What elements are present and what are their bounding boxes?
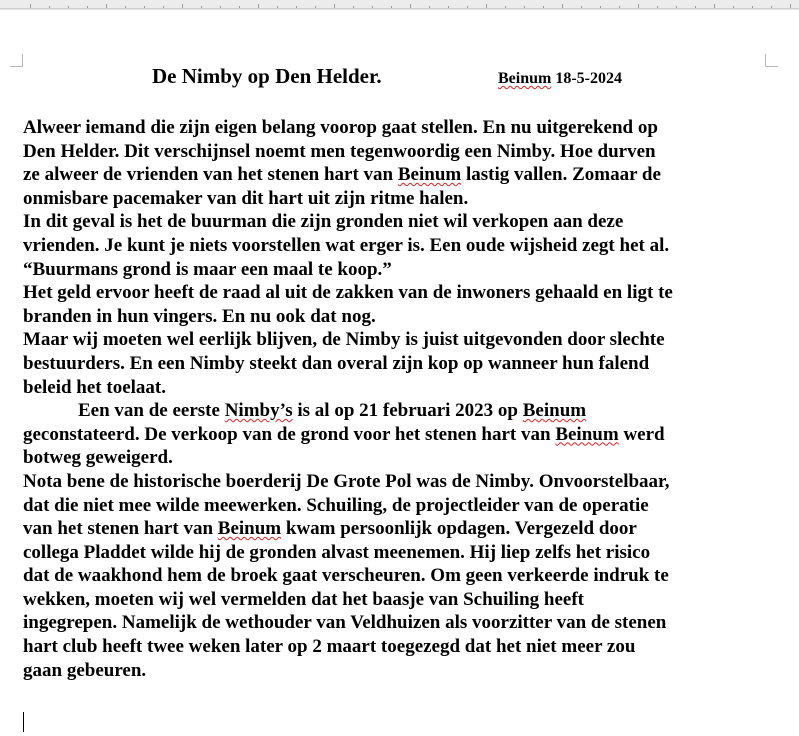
text-line[interactable] <box>23 281 783 305</box>
ruler-tick <box>448 6 449 8</box>
date-place[interactable]: Beinum <box>498 70 552 87</box>
ruler-tick <box>106 4 107 8</box>
text-run[interactable]: ze alweer de vrienden van het stenen hart van <box>23 164 398 186</box>
misspelled-word[interactable]: Beinum <box>217 518 282 540</box>
ruler-tick <box>467 6 468 8</box>
text-run[interactable]: lastig vallen. Zomaar de <box>461 164 661 186</box>
ruler-tick <box>581 6 582 8</box>
ruler-tick <box>49 6 50 8</box>
ruler-tick <box>391 6 392 8</box>
ruler-tick <box>657 6 658 8</box>
text-line[interactable] <box>23 470 783 494</box>
ruler-tick <box>182 4 183 8</box>
text-run[interactable]: Nota bene de historische boerderij De Grote Pol was de Nimby. Onvoorstelbaar, <box>23 470 670 492</box>
text-run[interactable]: hart club heeft twee weken later op 2 maart toegezegd dat het niet meer zou <box>23 636 636 658</box>
ruler-tick <box>68 6 69 8</box>
text-line[interactable] <box>23 163 783 187</box>
ruler-tick <box>543 6 544 8</box>
text-run[interactable]: ingegrepen. Namelijk de wethouder van Veldhuizen als voorzitter van de stenen <box>23 612 667 634</box>
text-cursor <box>23 712 24 732</box>
ruler-tick <box>600 6 601 8</box>
ruler-tick <box>676 6 677 8</box>
text-line[interactable] <box>23 659 783 683</box>
ruler-tick <box>239 6 240 8</box>
text-run[interactable]: beleid het toelaat. <box>23 376 167 398</box>
ruler-tick <box>505 6 506 8</box>
text-run[interactable]: Het geld ervoor heeft de raad al uit de zakken van de inwoners gehaald en ligt te <box>23 282 673 304</box>
text-line[interactable] <box>23 234 783 258</box>
text-run[interactable]: kwam persoonlijk opdagen. Vergezeld door <box>281 518 637 540</box>
ruler-tick <box>163 6 164 8</box>
text-line[interactable] <box>23 517 783 541</box>
text-run[interactable]: onmisbare pacemaker van dit hart uit zijn ritme halen. <box>23 187 469 209</box>
text-run[interactable]: Den Helder. Dit verschijnsel noemt men tegenwoordig een Nimby. Hoe durven <box>23 140 656 162</box>
ruler-tick <box>220 6 221 8</box>
ruler-tick <box>201 6 202 8</box>
ruler-tick <box>144 6 145 8</box>
ruler-tick <box>429 6 430 8</box>
ruler-tick <box>695 6 696 8</box>
document-title[interactable]: De Nimby op Den Helder. <box>152 64 382 88</box>
page-margin-corner-left <box>10 54 23 67</box>
ruler-tick <box>372 6 373 8</box>
ruler-tick <box>125 6 126 8</box>
ruler-tick <box>790 4 791 8</box>
document-body[interactable] <box>23 116 783 682</box>
text-line[interactable] <box>23 399 783 423</box>
misspelled-word[interactable]: Beinum <box>397 164 462 186</box>
text-line[interactable] <box>23 588 783 612</box>
date-line[interactable] <box>498 70 622 88</box>
text-run[interactable]: In dit geval is het de buurman die zijn gronden niet wil verkopen aan deze <box>23 211 624 233</box>
text-line[interactable] <box>23 258 783 282</box>
ruler-tick <box>353 6 354 8</box>
text-run[interactable]: vrienden. Je kunt je niets voorstellen wat erger is. Een oude wijsheid zegt het al. <box>23 234 670 256</box>
text-run[interactable]: gaan gebeuren. <box>23 659 147 681</box>
text-line[interactable] <box>23 541 783 565</box>
ruler-tick <box>334 4 335 8</box>
ruler-tick <box>619 6 620 8</box>
text-line[interactable] <box>23 423 783 447</box>
text-line[interactable] <box>23 187 783 211</box>
ruler-tick <box>258 4 259 8</box>
text-run[interactable]: Maar wij moeten wel eerlijk blijven, de Nimby is juist uitgevonden door slechte <box>23 329 665 351</box>
ruler-tick <box>733 6 734 8</box>
text-run[interactable]: geconstateerd. De verkoop van de grond voor het stenen hart van <box>23 423 556 445</box>
text-run[interactable]: collega Pladdet wilde hij de gronden alvast meenemen. Hij liep zelfs het risico <box>23 541 651 563</box>
text-line[interactable] <box>23 352 783 376</box>
text-run[interactable]: dat die niet mee wilde meewerken. Schuiling, de projectleider van de operatie <box>23 494 649 516</box>
horizontal-ruler[interactable] <box>0 0 799 9</box>
misspelled-word[interactable]: Beinum <box>522 400 587 422</box>
text-run[interactable]: branden in hun vingers. En nu ook dat nog. <box>23 305 376 327</box>
ruler-tick <box>771 6 772 8</box>
text-run[interactable]: wekken, moeten wij wel vermelden dat het baasje van Schuiling heeft <box>23 588 584 610</box>
text-run[interactable]: werd <box>618 423 665 445</box>
ruler-tick <box>315 6 316 8</box>
ruler-divider <box>0 9 799 10</box>
page-margin-corner-right <box>765 54 778 67</box>
ruler-tick <box>562 4 563 8</box>
text-line[interactable] <box>23 564 783 588</box>
ruler-tick <box>714 4 715 8</box>
text-line[interactable] <box>23 446 783 470</box>
date-value[interactable]: 18-5-2024 <box>551 70 622 87</box>
misspelled-word[interactable]: Nimby’s <box>224 400 293 422</box>
ruler-tick <box>752 6 753 8</box>
text-line[interactable] <box>23 140 783 164</box>
misspelled-word[interactable]: Beinum <box>555 423 619 445</box>
ruler-tick <box>524 6 525 8</box>
ruler-tick <box>410 4 411 8</box>
ruler-tick <box>30 4 31 8</box>
text-line[interactable] <box>23 376 783 400</box>
text-run[interactable]: bestuurders. En een Nimby steekt dan overal zijn kop op wanneer hun falend <box>23 352 650 374</box>
ruler-tick <box>87 6 88 8</box>
text-run[interactable]: “Buurmans grond is maar een maal te koop.” <box>23 258 392 280</box>
text-line[interactable] <box>23 494 783 518</box>
text-run[interactable]: dat de waakhond hem de broek gaat verscheuren. Om geen verkeerde indruk te <box>23 565 669 587</box>
text-line[interactable] <box>23 116 783 140</box>
text-run[interactable]: Alweer iemand die zijn eigen belang voorop gaat stellen. En nu uitgerekend op <box>23 117 658 138</box>
text-run[interactable]: is al op 21 februari 2023 op <box>292 400 523 422</box>
ruler-tick <box>638 4 639 8</box>
ruler-tick <box>277 6 278 8</box>
ruler-tick <box>486 4 487 8</box>
text-run[interactable]: van het stenen hart van <box>23 518 218 540</box>
text-line[interactable] <box>23 305 783 329</box>
text-line[interactable] <box>23 210 783 234</box>
ruler-tick <box>296 6 297 8</box>
text-line[interactable] <box>23 328 783 352</box>
text-line[interactable] <box>23 635 783 659</box>
text-run[interactable]: botweg geweigerd. <box>23 447 173 469</box>
text-run[interactable]: Een van de eerste <box>78 400 225 422</box>
text-line[interactable] <box>23 611 783 635</box>
